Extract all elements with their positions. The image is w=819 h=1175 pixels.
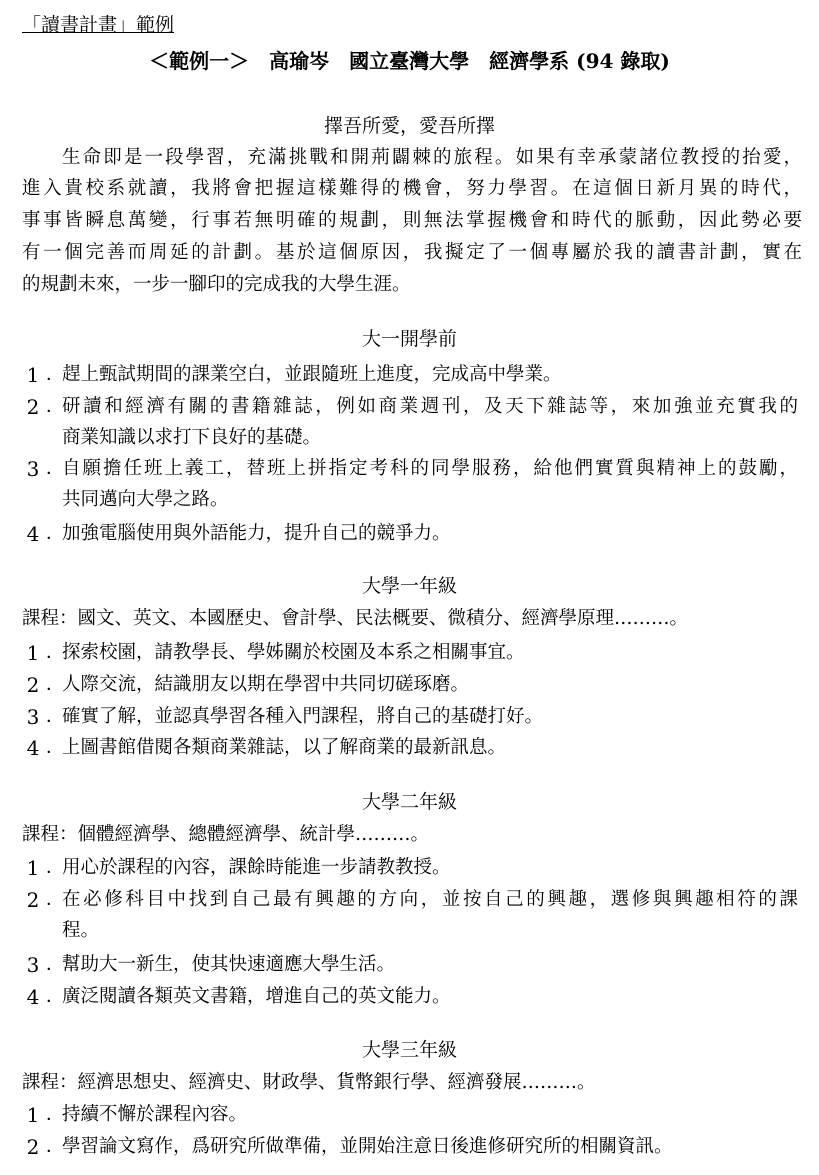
item-number: 2 — [26, 888, 40, 912]
intro-heading: 擇吾所愛，愛吾所擇 — [323, 115, 495, 137]
item-separator: ． — [46, 523, 64, 544]
item-number: 2 — [26, 673, 40, 697]
course-list: 課程：國文、英文、本國歷史、會計學、民法概要、微積分、經濟學原理………。 — [22, 608, 689, 629]
item-number: 3 — [26, 457, 40, 481]
item-separator: ． — [46, 1104, 64, 1125]
item-separator: ． — [46, 674, 64, 695]
item-text: 自願擔任班上義工，替班上拼指定考科的同學服務，給他們實質與精神上的鼓勵， — [62, 458, 798, 479]
section-heading: 大一開學前 — [361, 328, 457, 350]
list-item — [22, 393, 802, 421]
item-text: 廣泛閱讀各類英文書籍，增進自己的英文能力。 — [62, 986, 451, 1007]
item-separator: ． — [46, 642, 64, 663]
list-item — [22, 520, 802, 548]
item-number: 2 — [26, 1135, 40, 1159]
list-item — [22, 703, 802, 731]
document-title: ＜範例一＞ 高瑜岑 國立臺灣大學 經濟學系 (94 錄取) — [149, 49, 670, 73]
item-separator: ． — [46, 737, 64, 758]
item-number: 1 — [26, 363, 40, 387]
item-text: 研讀和經濟有關的書籍雜誌，例如商業週刊，及天下雜誌等，來加強並充實我的 — [62, 396, 798, 417]
list-item — [22, 734, 802, 762]
item-continuation: 共同邁向大學之路。 — [62, 489, 229, 510]
item-number: 3 — [26, 705, 40, 729]
course-list: 課程：個體經濟學、總體經濟學、統計學………。 — [22, 824, 430, 845]
list-item — [22, 1133, 802, 1161]
item-separator: ． — [46, 706, 64, 727]
item-separator: ． — [46, 857, 64, 878]
item-separator: ． — [46, 458, 64, 479]
list-item — [22, 455, 802, 483]
item-text: 學習論文寫作，爲研究所做準備，並開始注意日後進修研究所的相關資訊。 — [62, 1136, 673, 1157]
item-continuation: 程。 — [62, 920, 100, 941]
item-text: 幫助大一新生，使其快速適應大學生活。 — [62, 954, 396, 975]
item-number: 4 — [26, 522, 40, 546]
item-text: 人際交流，結識朋友以期在學習中共同切磋琢磨。 — [62, 674, 470, 695]
item-number: 1 — [26, 1103, 40, 1127]
paragraph-line: 事事皆瞬息萬變，行事若無明確的規劃，則無法掌握機會和時代的脈動，因此勢必要 — [22, 210, 802, 231]
section-heading: 大學一年級 — [361, 575, 457, 597]
item-text: 趕上甄試期間的課業空白，並跟隨班上進度，完成高中學業。 — [62, 364, 562, 385]
item-number: 1 — [26, 641, 40, 665]
document-heading-link[interactable]: 「讀書計畫」範例 — [22, 14, 175, 36]
item-separator: ． — [46, 889, 64, 910]
list-item — [22, 886, 802, 914]
paragraph-line: 進入貴校系就讀，我將會把握這樣難得的機會，努力學習。在這個日新月異的時代， — [22, 178, 802, 199]
item-number: 2 — [26, 395, 40, 419]
item-text: 確實了解，並認真學習各種入門課程，將自己的基礎打好。 — [62, 706, 544, 727]
paragraph-line: 的規劃未來，一步一腳印的完成我的大學生涯。 — [22, 274, 411, 295]
item-number: 4 — [26, 736, 40, 760]
item-separator: ． — [46, 954, 64, 975]
list-item — [22, 361, 802, 389]
item-text: 用心於課程的內容，課餘時能進一步請教教授。 — [62, 857, 451, 878]
item-number: 3 — [26, 953, 40, 977]
section-heading: 大學三年級 — [361, 1039, 457, 1061]
list-item — [22, 854, 802, 882]
list-item — [22, 1101, 802, 1129]
item-text: 持續不懈於課程內容。 — [62, 1104, 248, 1125]
item-text: 加強電腦使用與外語能力，提升自己的競爭力。 — [62, 523, 451, 544]
paragraph-line: 有一個完善而周延的計劃。基於這個原因，我擬定了一個專屬於我的讀書計劃，實在 — [22, 242, 802, 263]
list-item — [22, 983, 802, 1011]
paragraph-line: 生命即是一段學習，充滿挑戰和開荊闢棘的旅程。如果有幸承蒙諸位教授的抬愛， — [62, 147, 802, 168]
item-text: 在必修科目中找到自己最有興趣的方向，並按自己的興趣，選修與興趣相符的課 — [62, 889, 798, 910]
list-item — [22, 639, 802, 667]
item-text: 上圖書館借閱各類商業雜誌，以了解商業的最新訊息。 — [62, 737, 507, 758]
section-heading: 大學二年級 — [361, 791, 457, 813]
item-separator: ． — [46, 1136, 64, 1157]
item-separator: ． — [46, 986, 64, 1007]
item-continuation: 商業知識以求打下良好的基礎。 — [62, 427, 322, 448]
list-item — [22, 951, 802, 979]
list-item — [22, 671, 802, 699]
item-separator: ． — [46, 364, 64, 385]
item-text: 探索校園，請教學長、學姊關於校園及本系之相關事宜。 — [62, 642, 525, 663]
item-number: 4 — [26, 985, 40, 1009]
course-list: 課程：經濟思想史、經濟史、財政學、貨幣銀行學、經濟發展………。 — [22, 1072, 596, 1093]
item-number: 1 — [26, 856, 40, 880]
item-separator: ． — [46, 396, 64, 417]
